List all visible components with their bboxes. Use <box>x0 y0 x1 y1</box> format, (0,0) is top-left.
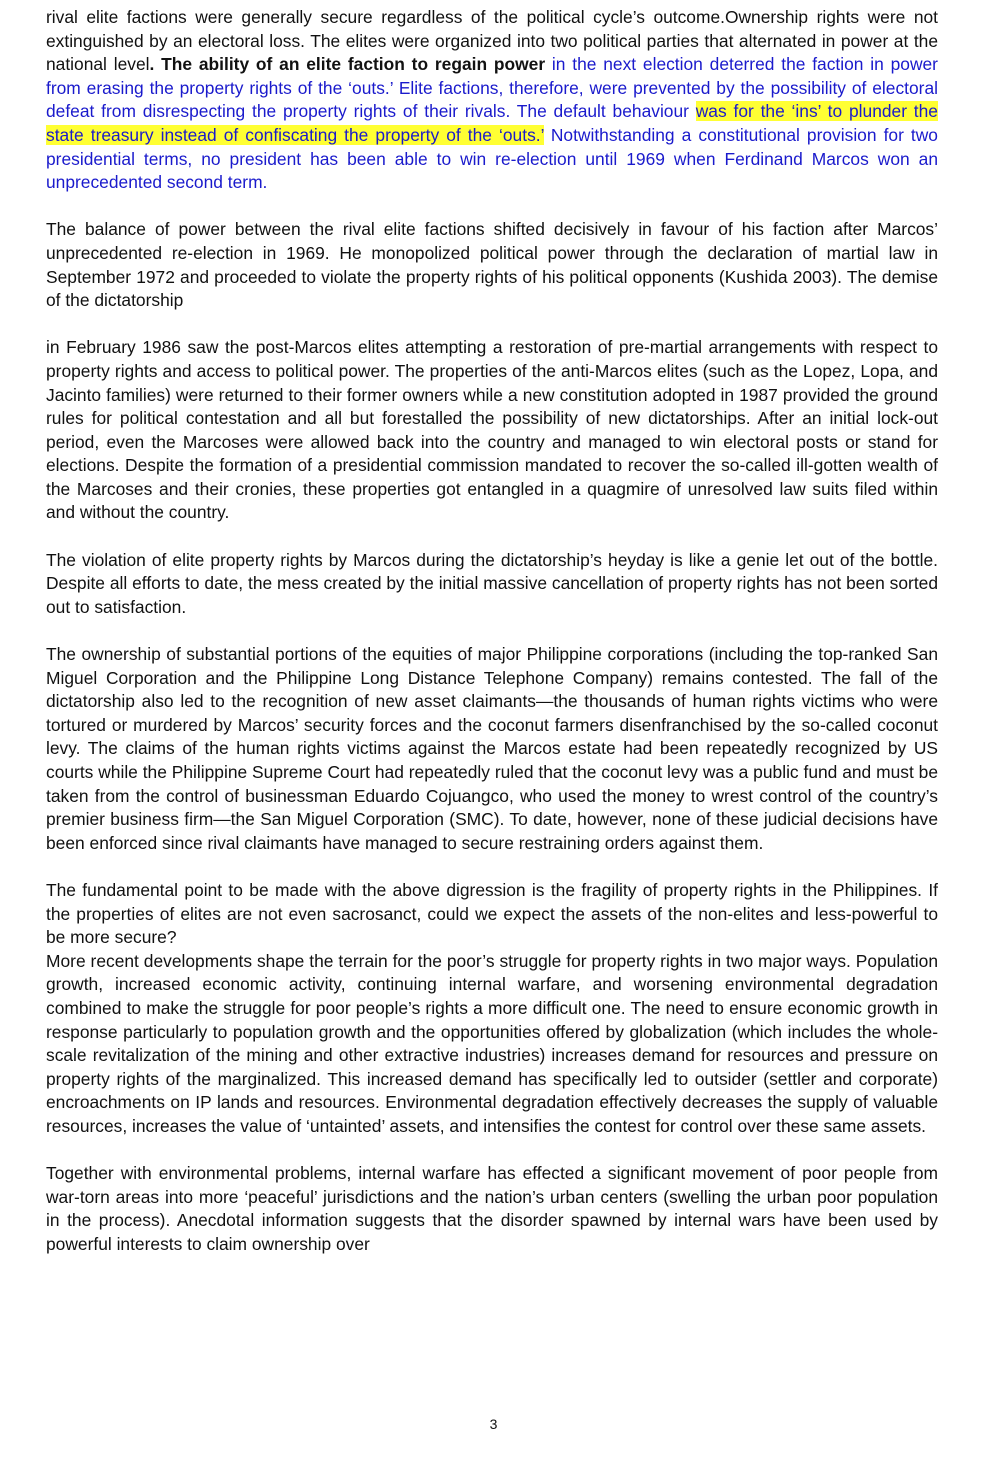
paragraph-recent-developments: More recent developments shape the terrain for the poor’s struggle for property rights in two major ways. Population growth, increased economic activity, continuing internal warfare, and worsening environmental degradation combined to make the struggle for poor people’s rights a more difficult one. The need to ensure economic growth in response particularly to population growth and the opportunities offered by globalization (which includes the whole-scale revitalization of the mining and other extractive industries) increases demand for resources and pressure on property rights of the marginalized. This increased demand has specifically led to outsider (settler and corporate) encroachments on IP lands and resources. Environmental degradation effectively decreases the supply of valuable resources, increases the value of ‘untainted’ assets, and intensifies the contest for control over these same assets. <box>46 950 938 1136</box>
paragraph-text-blue: in the next election deterred the faction in power from erasing the property rights of the ‘outs.’ Elite factions, therefore, were prevented by the possibility of electoral defeat from disrespecting the property rights of their rivals. The default behaviour <box>46 54 938 122</box>
paragraph-balance-of-power: The balance of power between the rival elite factions shifted decisively in favour of his faction after Marcos’ unprecedented re-election in 1969. He monopolized political power through the declaration of martial law in September 1972 and proceeded to violate the property rights of his political opponents (Kushida 2003). The demise of the dictatorship <box>46 219 938 311</box>
paragraph-ownership-contested: The ownership of substantial portions of the equities of major Philippine corporations (including the top-ranked San Miguel Corporation and the Philippine Long Distance Telephone Company) remains contested. The fall of the dictatorship also led to the recognition of new asset claimants—the thousands of human rights victims who were tortured or murdered by Marcos’ security forces and the coconut farmers disenfranchised by the so-called coconut levy. The claims of the human rights victims against the Marcos estate had been repeatedly recognized by US courts while the Philippine Supreme Court had repeatedly ruled that the coconut levy was a public fund and must be taken from the control of businessman Eduardo Cojuangco, who used the money to wrest control of the country’s premier business firm—the San Miguel Corporation (SMC). To date, however, none of these judicial decisions have been enforced since rival claimants have managed to secure restraining orders against them. <box>46 644 938 853</box>
document-page <box>46 6 938 1256</box>
highlighted-text: was for the ‘ins’ to plunder the state treasury instead of confiscating the property of the ‘outs.’ <box>46 101 938 145</box>
paragraph-text-bold: . The ability of an elite faction to regain power <box>149 54 546 75</box>
paragraph-text-blue-continued: Notwithstanding a constitutional provision for two presidential terms, no president has been able to win re-election until 1969 when Ferdinand Marcos won an unprecedented second term. <box>46 124 938 193</box>
page-number: 3 <box>489 1416 498 1432</box>
paragraph-elite-factions <box>46 6 938 195</box>
paragraph-text-plain: rival elite factions were generally secure regardless of the political cycle’s outcome.Ownership rights were not extinguished by an electoral loss. The elites were organized into two political parties that alternated in power at the national level <box>46 7 938 75</box>
paragraph-genie-bottle: The violation of elite property rights by Marcos during the dictatorship’s heyday is like a genie let out of the bottle. Despite all efforts to date, the mess created by the initial massive cancellation of property rights has not been sorted out to satisfaction. <box>46 549 938 617</box>
paragraph-post-marcos: in February 1986 saw the post-Marcos elites attempting a restoration of pre-martial arrangements with respect to property rights and access to political power. The properties of the anti-Marcos elites (such as the Lopez, Lopa, and Jacinto families) were returned to their former owners while a new constitution adopted in 1987 provided the ground rules for political contestation and all but forestalled the possibility of new dictatorships. After an initial lock-out period, even the Marcoses were allowed back into the country and managed to win electoral posts or stand for elections. Despite the formation of a presidential commission mandated to recover the so-called ill-gotten wealth of the Marcoses and their cronies, these properties got entangled in a quagmire of unresolved law suits filed within and without the country. <box>46 337 938 523</box>
paragraph-fragility: The fundamental point to be made with the above digression is the fragility of property rights in the Philippines. If the properties of elites are not even sacrosanct, could we expect the assets of the non-elites and less-powerful to be more secure? <box>46 879 938 948</box>
paragraph-internal-warfare: Together with environmental problems, internal warfare has effected a significant movement of poor people from war-torn areas into more ‘peaceful’ jurisdictions and the nation’s urban centers (swelling the urban poor population in the process). Anecdotal information suggests that the disorder spawned by internal wars have been used by powerful interests to claim ownership over <box>46 1163 938 1254</box>
